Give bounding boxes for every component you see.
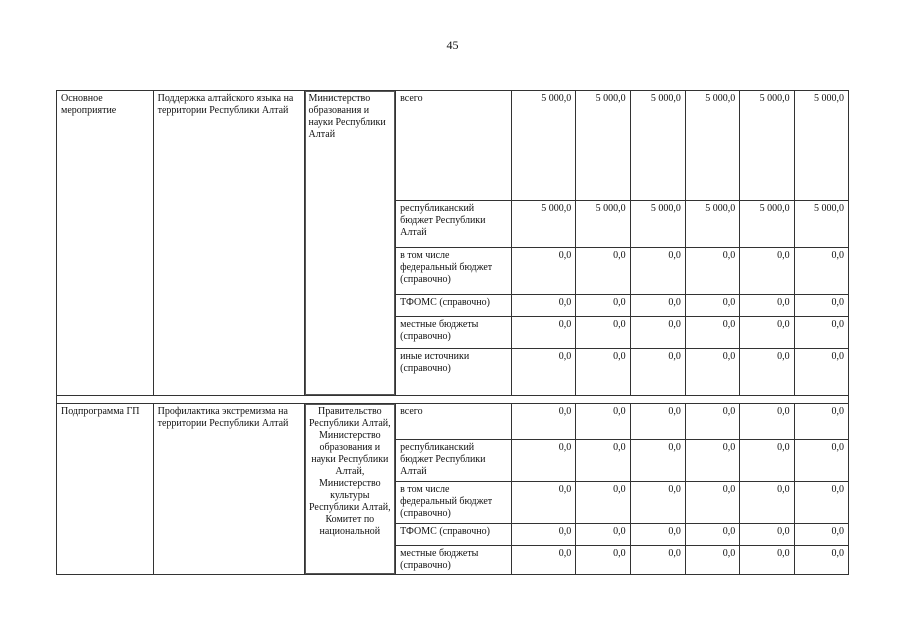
funding-source-cell: всего [396,404,512,440]
amount-cell: 5 000,0 [740,91,794,201]
amount-cell: 0,0 [511,482,575,524]
row-type-cell: Основное мероприятие [57,91,154,396]
amount-cell: 0,0 [740,248,794,295]
amount-cell: 0,0 [576,349,630,396]
amount-cell: 0,0 [511,546,575,575]
amount-cell: 5 000,0 [794,91,848,201]
amount-cell: 0,0 [794,482,848,524]
amount-cell: 0,0 [630,524,685,546]
funding-source-cell: местные бюджеты (справочно) [396,317,512,349]
amount-cell: 0,0 [740,524,794,546]
spacer-cell [57,396,154,404]
amount-cell: 0,0 [794,349,848,396]
row-type-cell: Подпрограмма ГП [57,404,154,575]
funding-source-cell: иные источники (справочно) [396,349,512,396]
amount-cell: 0,0 [740,349,794,396]
amount-cell: 0,0 [685,248,739,295]
amount-cell: 0,0 [576,482,630,524]
amount-cell: 5 000,0 [685,201,739,248]
spacer-cell [740,396,794,404]
amount-cell: 0,0 [630,546,685,575]
amount-cell: 5 000,0 [740,201,794,248]
amount-cell: 0,0 [576,404,630,440]
amount-cell: 0,0 [685,317,739,349]
amount-cell: 0,0 [740,440,794,482]
executor-cell: Правительство Республики Алтай, Министерство образования и науки Республики Алтай, Министерство культуры Республики Алтай, Комитет по национальной [304,404,396,575]
amount-cell: 0,0 [576,295,630,317]
amount-cell: 0,0 [511,440,575,482]
amount-cell: 0,0 [794,440,848,482]
amount-cell: 0,0 [794,404,848,440]
spacer-cell [576,396,630,404]
amount-cell: 0,0 [576,546,630,575]
amount-cell: 0,0 [576,440,630,482]
amount-cell: 0,0 [630,317,685,349]
page-number: 45 [446,38,459,52]
row-name-cell: Профилактика экстремизма на территории Республики Алтай [153,404,304,575]
row-name-cell: Поддержка алтайского языка на территории Республики Алтай [153,91,304,396]
amount-cell: 0,0 [740,317,794,349]
amount-cell: 0,0 [576,248,630,295]
amount-cell: 5 000,0 [794,201,848,248]
amount-cell: 0,0 [630,482,685,524]
amount-cell: 0,0 [740,546,794,575]
amount-cell: 0,0 [685,524,739,546]
amount-cell: 0,0 [630,440,685,482]
funding-source-cell: местные бюджеты (справочно) [396,546,512,575]
amount-cell: 0,0 [576,317,630,349]
amount-cell: 0,0 [740,404,794,440]
spacer-cell [396,396,512,404]
spacer-cell [630,396,685,404]
amount-cell: 0,0 [685,482,739,524]
funding-source-cell: ТФОМС (справочно) [396,524,512,546]
amount-cell: 0,0 [685,546,739,575]
amount-cell: 0,0 [685,440,739,482]
amount-cell: 0,0 [630,404,685,440]
amount-cell: 0,0 [740,295,794,317]
amount-cell: 0,0 [511,295,575,317]
amount-cell: 0,0 [685,295,739,317]
amount-cell: 0,0 [630,349,685,396]
amount-cell: 5 000,0 [685,91,739,201]
amount-cell: 0,0 [794,317,848,349]
amount-cell: 0,0 [794,295,848,317]
amount-cell: 0,0 [511,317,575,349]
amount-cell: 0,0 [794,524,848,546]
table-row [57,404,849,440]
amount-cell: 0,0 [630,295,685,317]
spacer-cell [794,396,848,404]
executor-cell: Министерство образования и науки Республики Алтай [304,91,396,396]
funding-source-cell: всего [396,91,512,201]
amount-cell: 0,0 [511,404,575,440]
amount-cell: 0,0 [685,349,739,396]
amount-cell: 5 000,0 [576,91,630,201]
funding-source-cell: республиканский бюджет Республики Алтай [396,201,512,248]
amount-cell: 5 000,0 [511,91,575,201]
block-spacer [57,396,849,404]
funding-source-cell: республиканский бюджет Республики Алтай [396,440,512,482]
amount-cell: 0,0 [794,546,848,575]
amount-cell: 0,0 [630,248,685,295]
amount-cell: 0,0 [685,404,739,440]
spacer-cell [511,396,575,404]
table-row [57,91,849,201]
amount-cell: 5 000,0 [630,201,685,248]
spacer-cell [304,396,396,404]
amount-cell: 5 000,0 [630,91,685,201]
spacer-cell [153,396,304,404]
amount-cell: 0,0 [794,248,848,295]
amount-cell: 0,0 [576,524,630,546]
funding-source-cell: в том числе федеральный бюджет (справочно) [396,248,512,295]
amount-cell: 0,0 [740,482,794,524]
amount-cell: 0,0 [511,524,575,546]
spacer-cell [685,396,739,404]
funding-source-cell: в том числе федеральный бюджет (справочно) [396,482,512,524]
amount-cell: 0,0 [511,248,575,295]
amount-cell: 0,0 [511,349,575,396]
funding-source-cell: ТФОМС (справочно) [396,295,512,317]
budget-table [56,90,849,575]
amount-cell: 5 000,0 [511,201,575,248]
amount-cell: 5 000,0 [576,201,630,248]
